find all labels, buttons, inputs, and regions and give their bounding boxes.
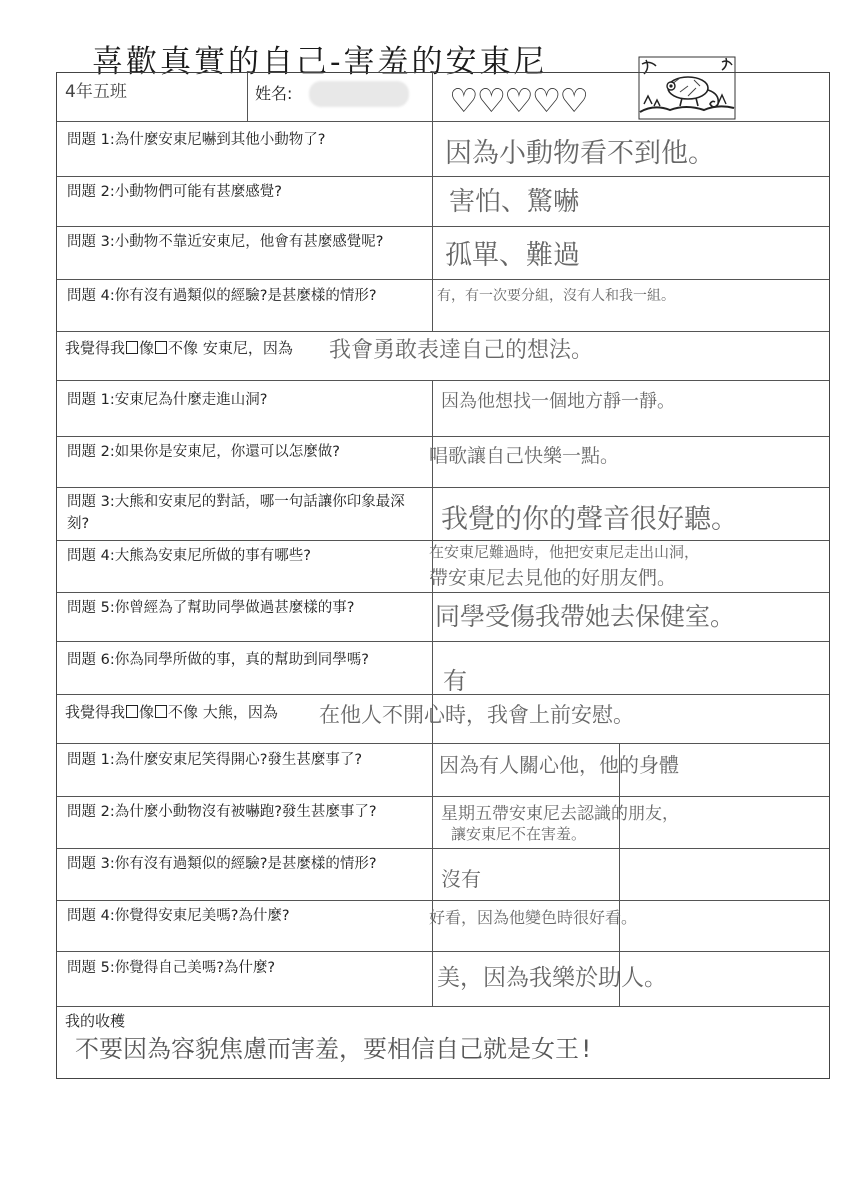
notlike-checkbox-2[interactable] — [155, 705, 167, 718]
s3-q4: 問題 4:你覺得安東尼美嗎?為什麼? — [67, 908, 290, 924]
s1-q2: 問題 2:小動物們可能有甚麼感覺? — [67, 184, 282, 200]
s1-a4: 有，有一次要分組，沒有人和我一組。 — [437, 288, 675, 304]
s3-q2: 問題 2:為什麼小動物沒有被嚇跑?發生甚麼事了? — [67, 804, 377, 820]
s2-q5: 問題 5:你曾經為了幫助同學做過甚麼樣的事? — [67, 600, 355, 616]
s2-statement-answer: 在他人不開心時，我會上前安慰。 — [319, 703, 634, 727]
name-label: 姓名: — [255, 84, 293, 103]
name-redaction — [309, 81, 409, 107]
s3-q1: 問題 1:為什麼安東尼笑得開心?發生甚麼事了? — [67, 752, 363, 768]
like-checkbox[interactable] — [126, 341, 138, 354]
s2-q4: 問題 4:大熊為安東尼所做的事有哪些? — [67, 548, 311, 564]
s1-a2: 害怕、驚嚇 — [449, 187, 580, 217]
s2-a6: 有 — [443, 667, 467, 695]
s2-q3: 問題 3:大熊和安東尼的對話，哪一句話讓你印象最深刻? — [67, 494, 405, 532]
s1-statement: 我覺得我 像 不像 安東尼，因為 — [65, 339, 293, 357]
s2-q6: 問題 6:你為同學所做的事，真的幫助到同學嗎? — [67, 652, 369, 668]
s3-a5: 美，因為我樂於助人。 — [437, 965, 667, 991]
s1-q1: 問題 1:為什麼安東尼嚇到其他小動物了? — [67, 132, 326, 148]
s1-q4: 問題 4:你有沒有過類似的經驗?是甚麼樣的情形? — [67, 288, 377, 304]
notlike-checkbox[interactable] — [155, 341, 167, 354]
worksheet-table — [56, 72, 830, 1079]
s1-q3: 問題 3:小動物不靠近安東尼，他會有甚麼感覺呢? — [67, 234, 384, 250]
s3-a2-line2: 讓安東尼不在害羞。 — [451, 825, 587, 843]
s1-statement-answer: 我會勇敢表達自己的想法。 — [329, 338, 594, 363]
s2-a3: 我覺的你的聲音很好聽。 — [441, 504, 738, 535]
like-checkbox-2[interactable] — [126, 705, 138, 718]
s1-a3: 孤單、難過 — [445, 240, 580, 271]
s2-q1: 問題 1:安東尼為什麼走進山洞? — [67, 392, 268, 408]
s1-a1: 因為小動物看不到他。 — [445, 138, 715, 169]
s2-q2: 問題 2:如果你是安東尼，你還可以怎麼做? — [67, 444, 340, 460]
s2-a4-line2: 帶安東尼去見他的好朋友們。 — [429, 567, 677, 589]
s2-a4-line1: 在安東尼難過時，他把安東尼走出山洞， — [429, 543, 700, 561]
s3-a2-line1: 星期五帶安東尼去認識的朋友， — [441, 804, 679, 824]
s3-q5: 問題 5:你覺得自己美嗎?為什麼? — [67, 960, 276, 976]
s2-statement: 我覺得我 像 不像 大熊，因為 — [65, 703, 278, 721]
heart-rating: ♡♡♡♡♡ — [449, 81, 587, 120]
s2-a2: 唱歌讓自己快樂一點。 — [429, 445, 620, 467]
worksheet-title: 喜歡真實的自己-害羞的安東尼 — [92, 44, 548, 80]
harvest-label: 我的收穫 — [65, 1012, 126, 1030]
harvest-answer: 不要因為容貌焦慮而害羞，要相信自己就是女王! — [75, 1035, 594, 1063]
s3-a1: 因為有人關心他，他的身體 — [439, 753, 679, 777]
s3-q3: 問題 3:你有沒有過類似的經驗?是甚麼樣的情形? — [67, 856, 377, 872]
s3-a3: 沒有 — [441, 867, 481, 891]
s2-a5: 同學受傷我帶她去保健室。 — [435, 602, 736, 631]
s3-a4: 好看，因為他變色時很好看。 — [429, 908, 638, 927]
grade-class: 4年五班 — [65, 82, 127, 102]
s2-a1: 因為他想找一個地方靜一靜。 — [441, 391, 675, 412]
